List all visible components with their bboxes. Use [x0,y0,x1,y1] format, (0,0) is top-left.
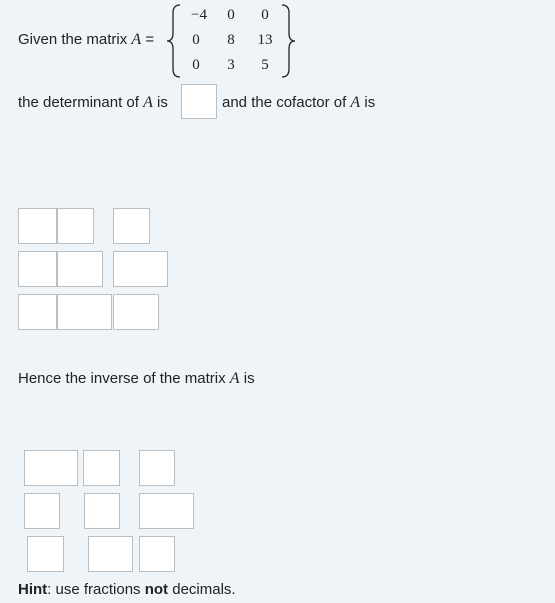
given-prefix: Given the matrix [18,31,128,48]
matrix-symbol: A [350,94,361,111]
inverse-cell-input[interactable] [24,493,60,529]
given-matrix-label [18,31,154,49]
matrix-cell: 5 [261,57,269,73]
matrix-cell: 0 [227,7,235,23]
cofactor-prefix: and the cofactor of [222,94,347,111]
inverse-cell-input[interactable] [88,536,133,572]
matrix-symbol: A [143,94,153,111]
cofactor-cell-input[interactable] [113,208,150,244]
matrix-cell: 0 [192,57,200,73]
equals-sign: = [145,31,155,48]
matrix-cell: 0 [192,32,200,48]
left-brace-icon [166,3,182,79]
cofactor-cell-input[interactable] [18,251,57,287]
cofactor-cell-input[interactable] [113,251,168,287]
determinant-input[interactable] [181,84,217,119]
inverse-cell-input[interactable] [84,493,120,529]
hint-emphasis: not [144,581,169,598]
hint-body-b: decimals. [172,581,236,598]
inverse-cell-input[interactable] [24,450,78,486]
hint-text [18,581,236,598]
matrix-cell: 3 [227,57,235,73]
matrix-cell: 8 [227,32,235,48]
inverse-text: Hence the inverse of the matrix [18,370,226,387]
inverse-cell-input[interactable] [139,493,194,529]
cofactor-prompt [222,94,375,112]
hint-body-a: : use fractions [47,581,141,598]
matrix-symbol: A [131,31,142,48]
matrix-display [166,3,296,79]
determinant-prompt [18,94,168,112]
cofactor-cell-input[interactable] [113,294,159,330]
matrix-cell: 0 [261,7,269,23]
inverse-is: is [243,370,255,387]
inverse-cell-input[interactable] [139,536,175,572]
right-brace-icon [280,3,296,79]
matrix-cell: −4 [191,7,207,23]
cofactor-cell-input[interactable] [57,294,112,330]
determinant-is: is [157,94,168,111]
hint-label: Hint [18,581,48,598]
inverse-cell-input[interactable] [139,450,175,486]
inverse-cell-input[interactable] [27,536,64,572]
cofactor-cell-input[interactable] [57,208,94,244]
inverse-cell-input[interactable] [83,450,120,486]
cofactor-cell-input[interactable] [18,208,57,244]
inverse-prompt [18,370,255,388]
cofactor-cell-input[interactable] [57,251,103,287]
matrix-symbol: A [229,370,240,387]
matrix-cell: 13 [257,32,273,48]
cofactor-is: is [364,94,376,111]
determinant-prefix: the determinant of [18,94,139,111]
cofactor-cell-input[interactable] [18,294,57,330]
